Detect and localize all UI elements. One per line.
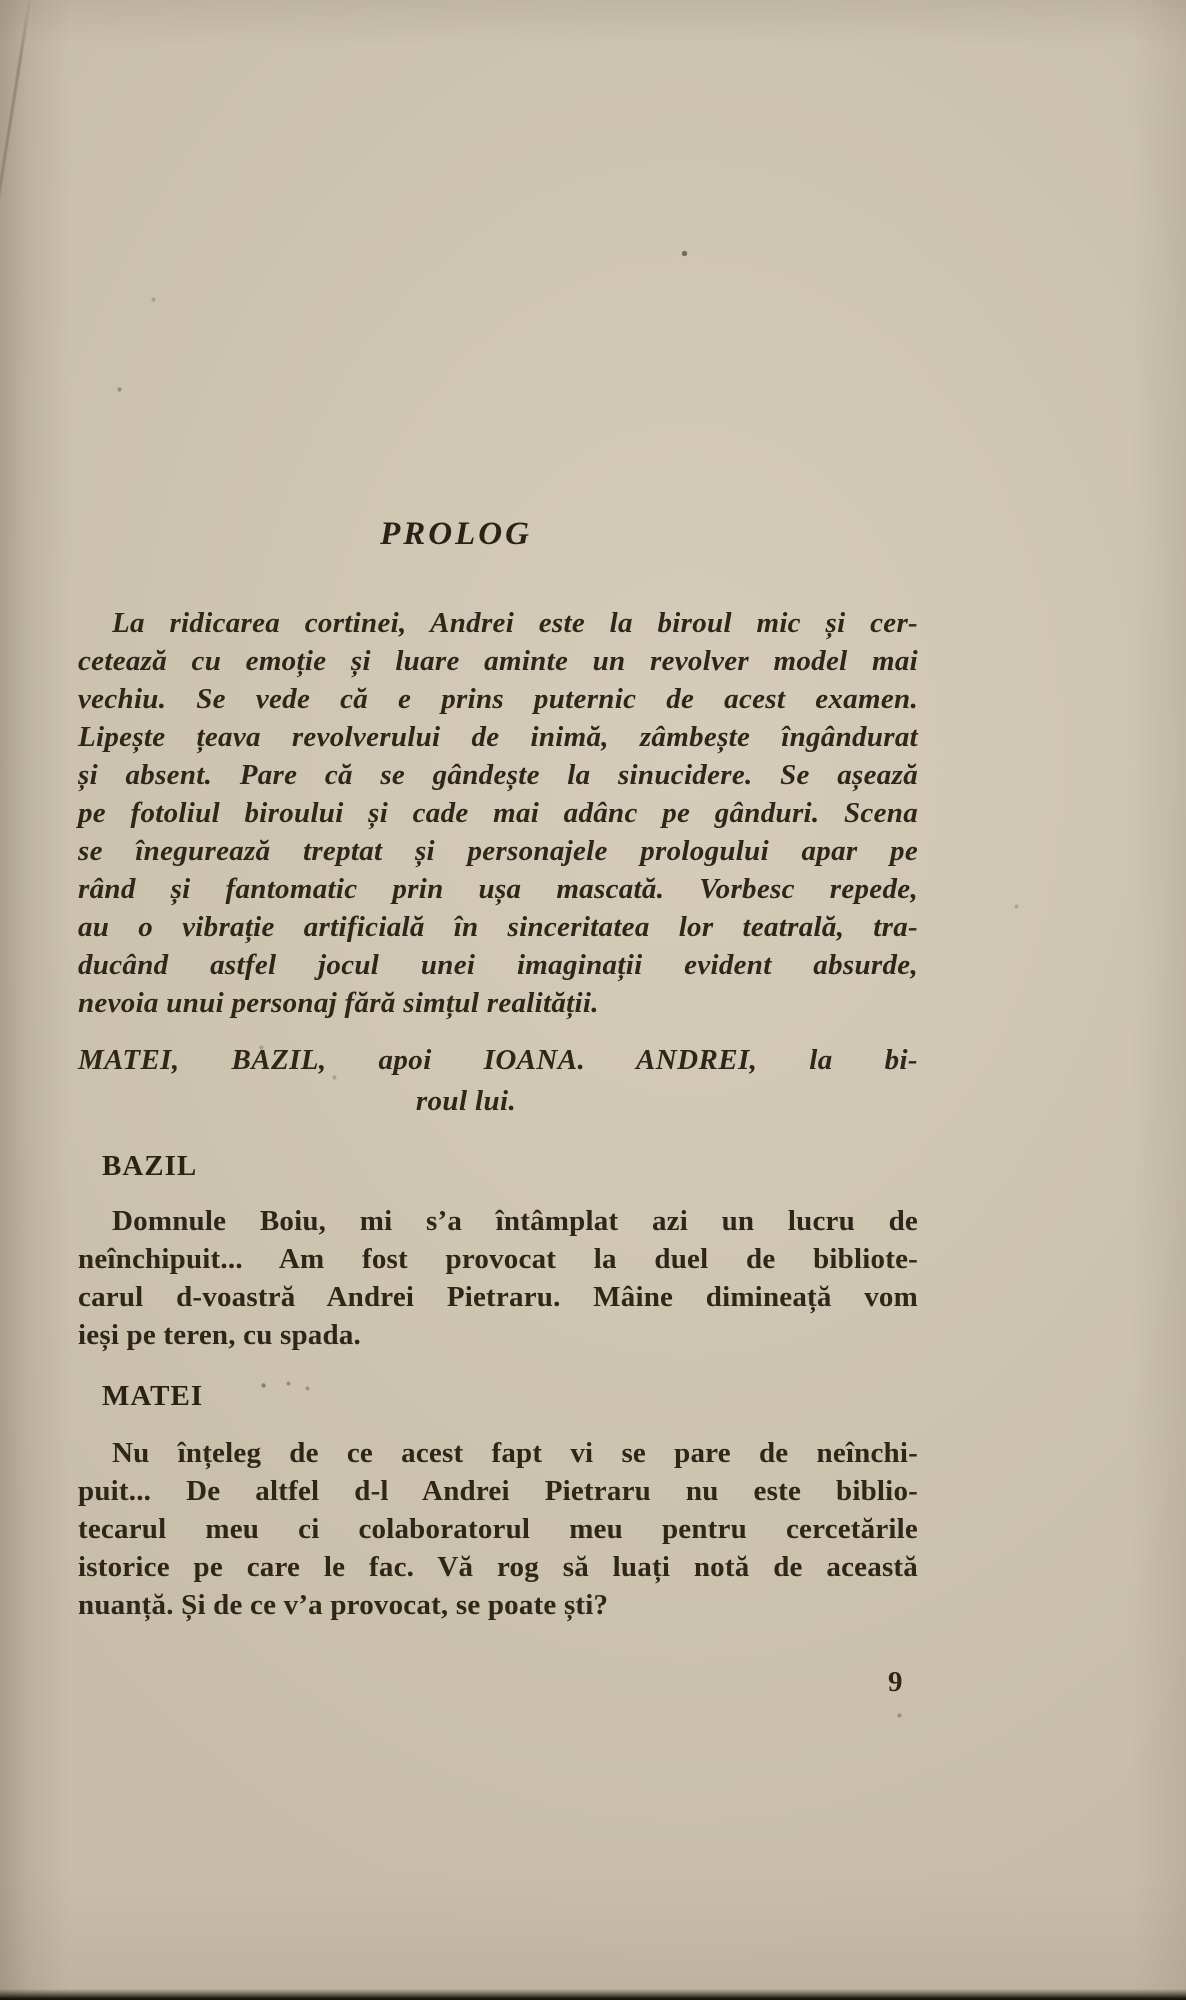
speech-bazil [78,1202,918,1354]
text-line: pe fotoliul biroului și cade mai adânc pe gânduri. Scena [78,797,918,829]
bottom-scan-edge [0,1989,1186,2000]
text-line: ieși pe teren, cu spada. [78,1319,361,1351]
text-line: tecarul meu ci colaboratorul meu pentru cercetările [78,1513,918,1545]
text-line: cetează cu emoție și luare aminte un revolver model mai [78,645,918,677]
bottom-fade [0,1870,1186,2000]
text-line: Domnule Boiu, mi s’a întâmplat azi un lucru de [112,1205,918,1237]
text-line: carul d-voastră Andrei Pietraru. Mâine dimineață vom [78,1281,918,1313]
text-line: nevoia unui personaj fără simțul realității. [78,987,599,1019]
cast-list [78,1040,918,1122]
text-line: nuanță. Și de ce v’a provocat, se poate ști? [78,1589,609,1621]
right-edge-shadow [1131,0,1186,2000]
text-line: puit... De altfel d-l Andrei Pietraru nu este biblio- [78,1475,918,1507]
text-line: roul lui. [415,1085,517,1117]
text-line: MATEI, BAZIL, apoi IOANA. ANDREI, la bi- [78,1044,918,1076]
text-line: Nu înțeleg de ce acest fapt vi se pare de neînchi- [112,1437,918,1469]
text-line: neînchipuit... Am fost provocat la duel de bibliote- [78,1243,918,1275]
text-line: și absent. Pare că se gândește la sinucidere. Se așează [78,759,918,791]
text-line: istorice pe care le fac. Vă rog să luați notă de această [78,1551,918,1583]
text-line: Lipește țeava revolverului de inimă, zâmbește îngândurat [78,721,918,753]
speaker-heading-bazil: BAZIL [102,1150,198,1182]
text-line: vechiu. Se vede că e prins puternic de acest examen. [78,683,918,715]
text-line: rând și fantomatic prin ușa mascată. Vorbesc repede, [78,873,918,905]
text-line: ducând astfel jocul unei imaginații evident absurde, [78,949,918,981]
speaker-heading-matei: MATEI [102,1380,204,1412]
page-number: 9 [888,1666,903,1698]
stage-directions [78,604,918,1022]
text-line: au o vibrație artificială în sinceritatea lor teatrală, tra- [78,911,918,943]
left-edge-shadow [0,0,70,2000]
paper-speck-layer [0,0,3,3]
text-line: se înegurează treptat și personajele prologului apar pe [78,835,918,867]
page-title: PROLOG [380,516,532,552]
speech-matei [78,1434,918,1624]
top-edge-shadow [0,0,1186,46]
text-line: La ridicarea cortinei, Andrei este la biroul mic și cer- [112,607,918,639]
